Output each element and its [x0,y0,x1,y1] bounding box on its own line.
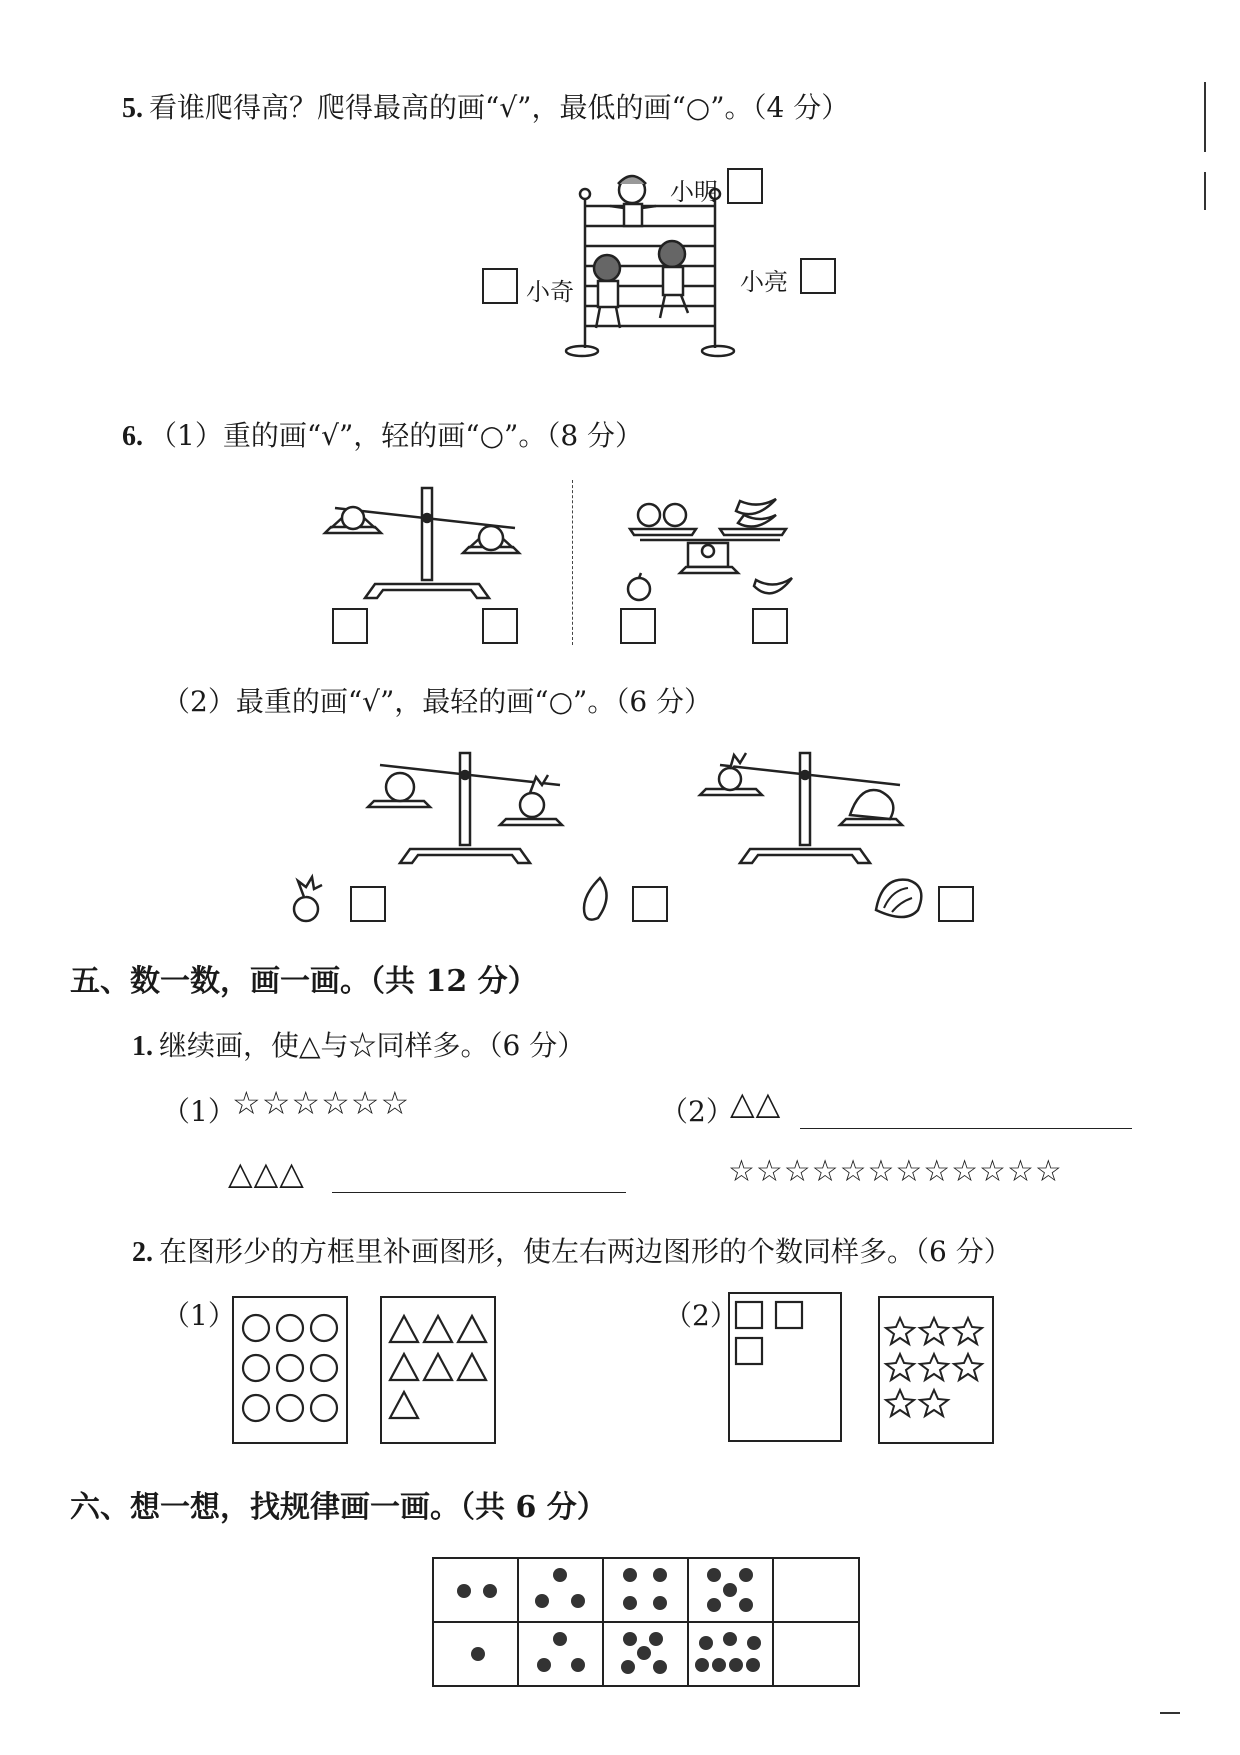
q5-number: 5. [122,93,143,124]
s5-q1-b-label: （2） [660,1095,734,1128]
apple-small-icon [624,572,654,602]
answer-box-left-apple[interactable] [332,608,368,644]
answer-box-xiaoming[interactable] [727,168,763,204]
s5-q1-a-answer-line[interactable] [332,1192,626,1193]
q6-number: 6. [122,421,143,452]
answer-box-radish[interactable] [350,886,386,922]
section5-title: 五、数一数，画一画。（共 12 分） [70,964,538,999]
name-xiaoqi: 小奇 [526,278,574,306]
circle-group [234,1298,346,1442]
s5-q1-number: 1. [132,1031,153,1062]
q6-part1-text: （1）重的画“√”，轻的画“○”。（8 分） [149,419,644,452]
answer-box-apple[interactable] [620,608,656,644]
balance-scale-apples [325,478,525,618]
s5-q1-a-triangles: △△△ [228,1154,305,1192]
q5-text: 看谁爬得高？爬得最高的画“√”，最低的画“○”。（4 分） [149,91,850,124]
s5-q2-text: 在图形少的方框里补画图形，使左右两边图形的个数同样多。（6 分） [159,1235,1012,1268]
s5-q1-b-triangles: △△ [730,1084,782,1122]
circle-frame [232,1296,348,1444]
square-frame[interactable] [728,1292,842,1442]
s5-q2-prompt [132,1230,1012,1270]
q5-prompt [122,86,849,126]
section6-title: 六、想一想，找规律画一画。（共 6 分） [70,1490,607,1525]
scan-edge-mark [1204,82,1206,152]
answer-box-xiaoqi[interactable] [482,268,518,304]
s5-q2-a-label: （1） [162,1299,236,1332]
s5-q1-prompt [132,1024,585,1064]
answer-box-xiaoliang[interactable] [800,258,836,294]
s5-q1-text: 继续画，使△与☆同样多。（6 分） [159,1029,586,1062]
s5-q1-b-answer-line[interactable] [800,1128,1132,1129]
eggplant-icon [578,872,612,924]
answer-box-eggplant[interactable] [632,886,668,922]
s5-q2-number: 2. [132,1237,153,1268]
banana-small-icon [752,574,794,600]
cabbage-icon [870,870,926,926]
s5-q1-b-stars: ☆☆☆☆☆☆☆☆☆☆☆☆ [728,1154,1063,1189]
square-group [730,1294,840,1440]
dashed-divider [572,480,573,645]
name-xiaoliang: 小亮 [740,268,788,296]
star-frame [878,1296,994,1444]
name-xiaoming: 小明 [670,178,718,206]
s5-q1-a-label: （1） [162,1095,236,1128]
answer-box-cabbage[interactable] [938,886,974,922]
star-group [880,1298,992,1442]
s5-q1-a-stars: ☆☆☆☆☆☆ [232,1084,411,1122]
dot-pattern-grid [434,1559,858,1685]
page-dash [1160,1712,1180,1714]
balance-scale-eggplant-radish [360,745,570,865]
radish-icon [286,875,326,925]
balance-scale-radish-cabbage [700,745,910,865]
triangle-group [382,1298,494,1442]
s5-q2-b-label: （2） [664,1299,738,1332]
dot-pattern-table [432,1557,860,1687]
answer-box-banana[interactable] [752,608,788,644]
q6-prompt-part1 [122,414,643,454]
scan-edge-mark [1204,172,1206,210]
climbing-frame-illustration [560,168,750,363]
triangle-frame[interactable] [380,1296,496,1444]
answer-box-right-apple[interactable] [482,608,518,644]
q6-prompt-part2: （2）最重的画“√”，最轻的画“○”。（6 分） [162,685,713,718]
